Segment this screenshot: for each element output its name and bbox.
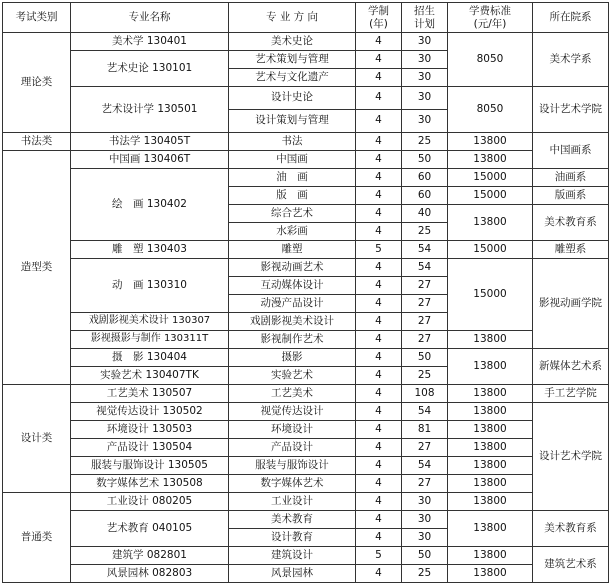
category-cell: 设计类	[3, 385, 71, 493]
years-cell: 4	[356, 475, 402, 493]
direction-cell: 视觉传达设计	[229, 403, 356, 421]
plan-cell: 25	[402, 133, 448, 151]
years-cell: 4	[356, 223, 402, 241]
years-cell: 4	[356, 169, 402, 187]
admissions-table	[2, 2, 609, 583]
years-cell: 4	[356, 187, 402, 205]
plan-cell: 25	[402, 367, 448, 385]
fee-cell: 13800	[448, 133, 533, 151]
direction-cell: 艺术与文化遗产	[229, 69, 356, 87]
fee-cell: 15000	[448, 169, 533, 187]
plan-cell: 50	[402, 547, 448, 565]
fee-cell: 13800	[448, 493, 533, 511]
fee-cell: 13800	[448, 547, 533, 565]
major-cell: 艺术史论 130101	[71, 51, 229, 87]
direction-cell: 书法	[229, 133, 356, 151]
header-fee-line1: 学费标准	[469, 5, 511, 18]
years-cell: 4	[356, 367, 402, 385]
table-row	[3, 439, 609, 457]
direction-cell: 工业设计	[229, 493, 356, 511]
dept-cell: 影视动画学院	[533, 259, 609, 349]
direction-cell: 建筑设计	[229, 547, 356, 565]
plan-cell: 27	[402, 295, 448, 313]
header-years-line2: (年)	[369, 17, 388, 30]
direction-cell: 美术史论	[229, 33, 356, 51]
years-cell: 4	[356, 151, 402, 169]
table-row	[3, 331, 609, 349]
major-cell: 实验艺术 130407TK	[71, 367, 229, 385]
major-cell: 视觉传达设计 130502	[71, 403, 229, 421]
dept-cell: 新媒体艺术系	[533, 349, 609, 385]
direction-cell: 油 画	[229, 169, 356, 187]
plan-cell: 30	[402, 33, 448, 51]
major-cell: 美术学 130401	[71, 33, 229, 51]
major-cell: 风景园林 082803	[71, 565, 229, 583]
years-cell: 4	[356, 133, 402, 151]
years-cell: 4	[356, 69, 402, 87]
dept-cell: 设计艺术学院	[533, 403, 609, 511]
direction-cell: 工艺美术	[229, 385, 356, 403]
direction-cell: 中国画	[229, 151, 356, 169]
years-cell: 4	[356, 349, 402, 367]
direction-cell: 实验艺术	[229, 367, 356, 385]
table-row	[3, 169, 609, 187]
dept-cell: 美术教育系	[533, 511, 609, 547]
table-row	[3, 385, 609, 403]
years-cell: 4	[356, 295, 402, 313]
category-cell: 书法类	[3, 133, 71, 151]
direction-cell: 动漫产品设计	[229, 295, 356, 313]
direction-cell: 版 画	[229, 187, 356, 205]
fee-cell: 13800	[448, 565, 533, 583]
table-row	[3, 457, 609, 475]
years-cell: 4	[356, 403, 402, 421]
years-cell: 4	[356, 205, 402, 223]
years-cell: 4	[356, 259, 402, 277]
plan-cell: 30	[402, 511, 448, 529]
plan-cell: 30	[402, 51, 448, 69]
major-cell: 动 画 130310	[71, 259, 229, 313]
direction-cell: 影视动画艺术	[229, 259, 356, 277]
plan-cell: 27	[402, 277, 448, 295]
direction-cell: 摄影	[229, 349, 356, 367]
direction-cell: 戏剧影视美术设计	[229, 313, 356, 331]
fee-cell: 15000	[448, 187, 533, 205]
direction-cell: 综合艺术	[229, 205, 356, 223]
plan-cell: 54	[402, 259, 448, 277]
direction-cell: 美术教育	[229, 511, 356, 529]
major-cell: 书法学 130405T	[71, 133, 229, 151]
dept-cell: 美术学系	[533, 33, 609, 87]
plan-cell: 50	[402, 151, 448, 169]
fee-cell: 15000	[448, 241, 533, 259]
dept-cell: 手工艺学院	[533, 385, 609, 403]
plan-cell: 25	[402, 223, 448, 241]
direction-cell: 水彩画	[229, 223, 356, 241]
dept-cell: 美术教育系	[533, 205, 609, 241]
plan-cell: 54	[402, 241, 448, 259]
header-fee	[448, 3, 533, 33]
header-row	[3, 3, 609, 33]
major-cell: 戏剧影视美术设计 130307	[71, 313, 229, 331]
table-row	[3, 151, 609, 169]
years-cell: 4	[356, 439, 402, 457]
table-row	[3, 259, 609, 277]
plan-cell: 30	[402, 529, 448, 547]
years-cell: 4	[356, 421, 402, 439]
years-cell: 4	[356, 313, 402, 331]
major-cell: 艺术教育 040105	[71, 511, 229, 547]
header-plan	[402, 3, 448, 33]
direction-cell: 数字媒体艺术	[229, 475, 356, 493]
table-row	[3, 87, 609, 110]
major-cell: 服装与服饰设计 130505	[71, 457, 229, 475]
fee-cell: 13800	[448, 475, 533, 493]
category-cell: 理论类	[3, 33, 71, 133]
table-row	[3, 565, 609, 583]
direction-cell: 设计策划与管理	[229, 110, 356, 133]
plan-cell: 30	[402, 110, 448, 133]
table-row	[3, 241, 609, 259]
plan-cell: 30	[402, 493, 448, 511]
major-cell: 雕 塑 130403	[71, 241, 229, 259]
header-fee-line2: (元/年)	[473, 17, 507, 30]
major-cell: 建筑学 082801	[71, 547, 229, 565]
years-cell: 4	[356, 511, 402, 529]
major-cell: 影视摄影与制作 130311T	[71, 331, 229, 349]
fee-cell: 13800	[448, 421, 533, 439]
category-cell: 造型类	[3, 151, 71, 385]
direction-cell: 服装与服饰设计	[229, 457, 356, 475]
plan-cell: 27	[402, 331, 448, 349]
dept-cell: 油画系	[533, 169, 609, 187]
years-cell: 4	[356, 529, 402, 547]
years-cell: 4	[356, 457, 402, 475]
header-plan-line2: 计划	[414, 17, 435, 30]
fee-cell: 13800	[448, 349, 533, 385]
fee-cell: 13800	[448, 151, 533, 169]
table-row	[3, 511, 609, 529]
table-row	[3, 133, 609, 151]
plan-cell: 54	[402, 457, 448, 475]
years-cell: 4	[356, 493, 402, 511]
fee-cell: 13800	[448, 331, 533, 349]
years-cell: 4	[356, 87, 402, 110]
header-years-line1: 学制	[368, 5, 389, 18]
plan-cell: 54	[402, 403, 448, 421]
direction-cell: 设计史论	[229, 87, 356, 110]
direction-cell: 艺术策划与管理	[229, 51, 356, 69]
header-direction: 专 业 方 向	[229, 3, 356, 33]
fee-cell: 8050	[448, 33, 533, 87]
dept-cell: 雕塑系	[533, 241, 609, 259]
fee-cell: 13800	[448, 439, 533, 457]
plan-cell: 40	[402, 205, 448, 223]
direction-cell: 影视制作艺术	[229, 331, 356, 349]
major-cell: 中国画 130406T	[71, 151, 229, 169]
major-cell: 产品设计 130504	[71, 439, 229, 457]
fee-cell: 13800	[448, 457, 533, 475]
fee-cell: 13800	[448, 205, 533, 241]
table-row	[3, 403, 609, 421]
fee-cell: 15000	[448, 259, 533, 331]
fee-cell: 8050	[448, 87, 533, 133]
years-cell: 4	[356, 385, 402, 403]
header-category: 考试类别	[3, 3, 71, 33]
header-years	[356, 3, 402, 33]
major-cell: 工艺美术 130507	[71, 385, 229, 403]
years-cell: 4	[356, 277, 402, 295]
direction-cell: 互动媒体设计	[229, 277, 356, 295]
fee-cell: 13800	[448, 385, 533, 403]
header-dept: 所在院系	[533, 3, 609, 33]
years-cell: 5	[356, 547, 402, 565]
plan-cell: 27	[402, 313, 448, 331]
direction-cell: 产品设计	[229, 439, 356, 457]
direction-cell: 设计教育	[229, 529, 356, 547]
fee-cell: 13800	[448, 511, 533, 547]
direction-cell: 环境设计	[229, 421, 356, 439]
dept-cell: 版画系	[533, 187, 609, 205]
plan-cell: 50	[402, 349, 448, 367]
major-cell: 绘 画 130402	[71, 169, 229, 241]
table-row	[3, 349, 609, 367]
major-cell: 艺术设计学 130501	[71, 87, 229, 133]
major-cell: 数字媒体艺术 130508	[71, 475, 229, 493]
plan-cell: 30	[402, 69, 448, 87]
plan-cell: 27	[402, 439, 448, 457]
major-cell: 环境设计 130503	[71, 421, 229, 439]
years-cell: 4	[356, 110, 402, 133]
years-cell: 4	[356, 331, 402, 349]
table-row	[3, 493, 609, 511]
header-major: 专业名称	[71, 3, 229, 33]
table-row	[3, 33, 609, 51]
years-cell: 4	[356, 33, 402, 51]
direction-cell: 风景园林	[229, 565, 356, 583]
header-plan-line1: 招生	[414, 5, 435, 18]
plan-cell: 81	[402, 421, 448, 439]
years-cell: 5	[356, 241, 402, 259]
years-cell: 4	[356, 565, 402, 583]
plan-cell: 30	[402, 87, 448, 110]
direction-cell: 雕塑	[229, 241, 356, 259]
category-cell: 普通类	[3, 493, 71, 583]
dept-cell: 设计艺术学院	[533, 87, 609, 133]
table-row	[3, 421, 609, 439]
years-cell: 4	[356, 51, 402, 69]
major-cell: 摄 影 130404	[71, 349, 229, 367]
dept-cell: 建筑艺术系	[533, 547, 609, 583]
major-cell: 工业设计 080205	[71, 493, 229, 511]
table-row	[3, 475, 609, 493]
plan-cell: 25	[402, 565, 448, 583]
plan-cell: 60	[402, 169, 448, 187]
plan-cell: 60	[402, 187, 448, 205]
plan-cell: 108	[402, 385, 448, 403]
fee-cell: 13800	[448, 403, 533, 421]
dept-cell: 中国画系	[533, 133, 609, 169]
plan-cell: 27	[402, 475, 448, 493]
